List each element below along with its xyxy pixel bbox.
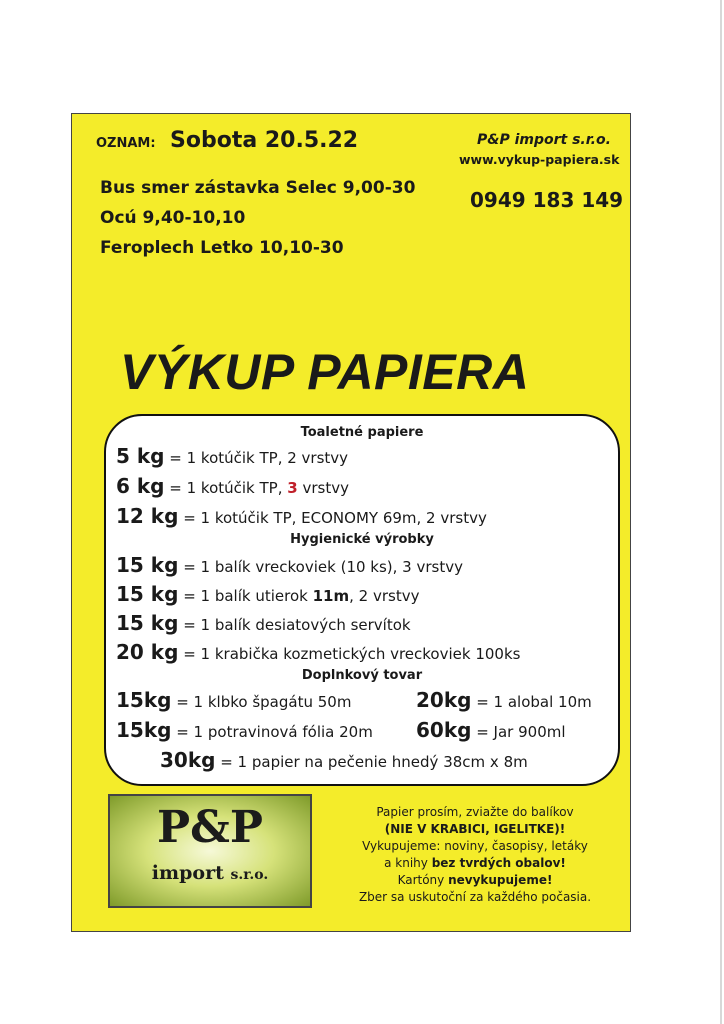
reward: = 1 alobal 10m xyxy=(471,693,592,711)
weight: 60kg xyxy=(416,718,472,742)
weight: 30kg xyxy=(160,748,216,772)
reward: = 1 balík utierok xyxy=(178,587,313,605)
price-row xyxy=(160,748,528,772)
weight: 15 kg xyxy=(116,582,179,606)
reward-suffix: vrstvy xyxy=(297,479,349,497)
schedule-line: Feroplech Letko 10,10-30 xyxy=(100,238,344,258)
logo-text: P&P xyxy=(157,802,263,853)
company-website: www.vykup-papiera.sk xyxy=(459,152,620,167)
section-title-toilet: Toaletné papiere xyxy=(300,425,424,440)
notice-line: (NIE V KRABICI, IGELITKE)! xyxy=(384,822,566,836)
reward-suffix: , 2 vrstvy xyxy=(349,587,420,605)
notice-line: Papier prosím, zviažte do balíkov xyxy=(376,805,574,819)
reward: = 1 balík vreckoviek (10 ks), 3 vrstvy xyxy=(178,558,463,576)
price-row xyxy=(116,444,348,468)
logo-subtext xyxy=(110,862,310,884)
reward: = 1 balík desiatových servítok xyxy=(178,616,411,634)
notice-bold: nevykupujeme! xyxy=(448,873,553,887)
notice-text: Kartóny xyxy=(397,873,449,887)
collection-notice xyxy=(330,804,620,906)
logo-sub-word: import xyxy=(151,862,224,884)
weight: 20kg xyxy=(416,688,472,712)
price-row xyxy=(116,553,463,577)
company-logo xyxy=(108,794,312,908)
price-row xyxy=(116,640,520,664)
price-list xyxy=(104,414,620,786)
weight: 12 kg xyxy=(116,504,179,528)
price-row xyxy=(116,474,349,498)
reward: = 1 kotúčik TP, ECONOMY 69m, 2 vrstvy xyxy=(178,509,487,527)
price-row xyxy=(116,582,419,606)
weight: 15 kg xyxy=(116,553,179,577)
price-row xyxy=(116,504,487,528)
page-edge xyxy=(720,0,722,1024)
notice-bold: bez tvrdých obalov! xyxy=(431,856,566,870)
phone-number: 0949 183 149 xyxy=(470,188,624,212)
notice-line xyxy=(330,872,620,889)
headline: VÝKUP PAPIERA xyxy=(120,344,530,400)
poster xyxy=(71,113,631,932)
schedule-line: Bus smer zástavka Selec 9,00-30 xyxy=(100,178,416,198)
event-date: Sobota 20.5.22 xyxy=(170,128,359,153)
reward: = Jar 900ml xyxy=(471,723,566,741)
weight: 15 kg xyxy=(116,611,179,635)
highlight-number: 3 xyxy=(287,479,298,497)
reward: = 1 papier na pečenie hnedý 38cm x 8m xyxy=(215,753,528,771)
notice-text: a knihy xyxy=(384,856,432,870)
reward: = 1 klbko špagátu 50m xyxy=(171,693,352,711)
notice-line: Zber sa uskutoční za každého počasia. xyxy=(358,890,592,904)
oznam-label: OZNAM: xyxy=(96,136,156,151)
price-row xyxy=(116,688,351,712)
weight: 6 kg xyxy=(116,474,165,498)
weight: 15kg xyxy=(116,718,172,742)
logo-sub-suffix: s.r.o. xyxy=(230,867,269,883)
reward-bold: 11m xyxy=(312,587,350,605)
notice-line xyxy=(330,855,620,872)
price-row xyxy=(416,718,566,742)
schedule-line: Ocú 9,40-10,10 xyxy=(100,208,246,228)
price-row xyxy=(416,688,592,712)
price-row xyxy=(116,611,411,635)
weight: 20 kg xyxy=(116,640,179,664)
notice-line: Vykupujeme: noviny, časopisy, letáky xyxy=(362,839,588,853)
reward: = 1 potravinová fólia 20m xyxy=(171,723,373,741)
price-row xyxy=(116,718,373,742)
section-title-extra: Doplnkový tovar xyxy=(301,668,423,683)
weight: 15kg xyxy=(116,688,172,712)
reward: = 1 kotúčik TP, xyxy=(164,479,288,497)
company-name: P&P import s.r.o. xyxy=(477,132,611,148)
reward: = 1 krabička kozmetických vreckoviek 100ks xyxy=(178,645,521,663)
weight: 5 kg xyxy=(116,444,165,468)
section-title-hygiene: Hygienické výrobky xyxy=(290,532,434,547)
reward: = 1 kotúčik TP, 2 vrstvy xyxy=(164,449,349,467)
